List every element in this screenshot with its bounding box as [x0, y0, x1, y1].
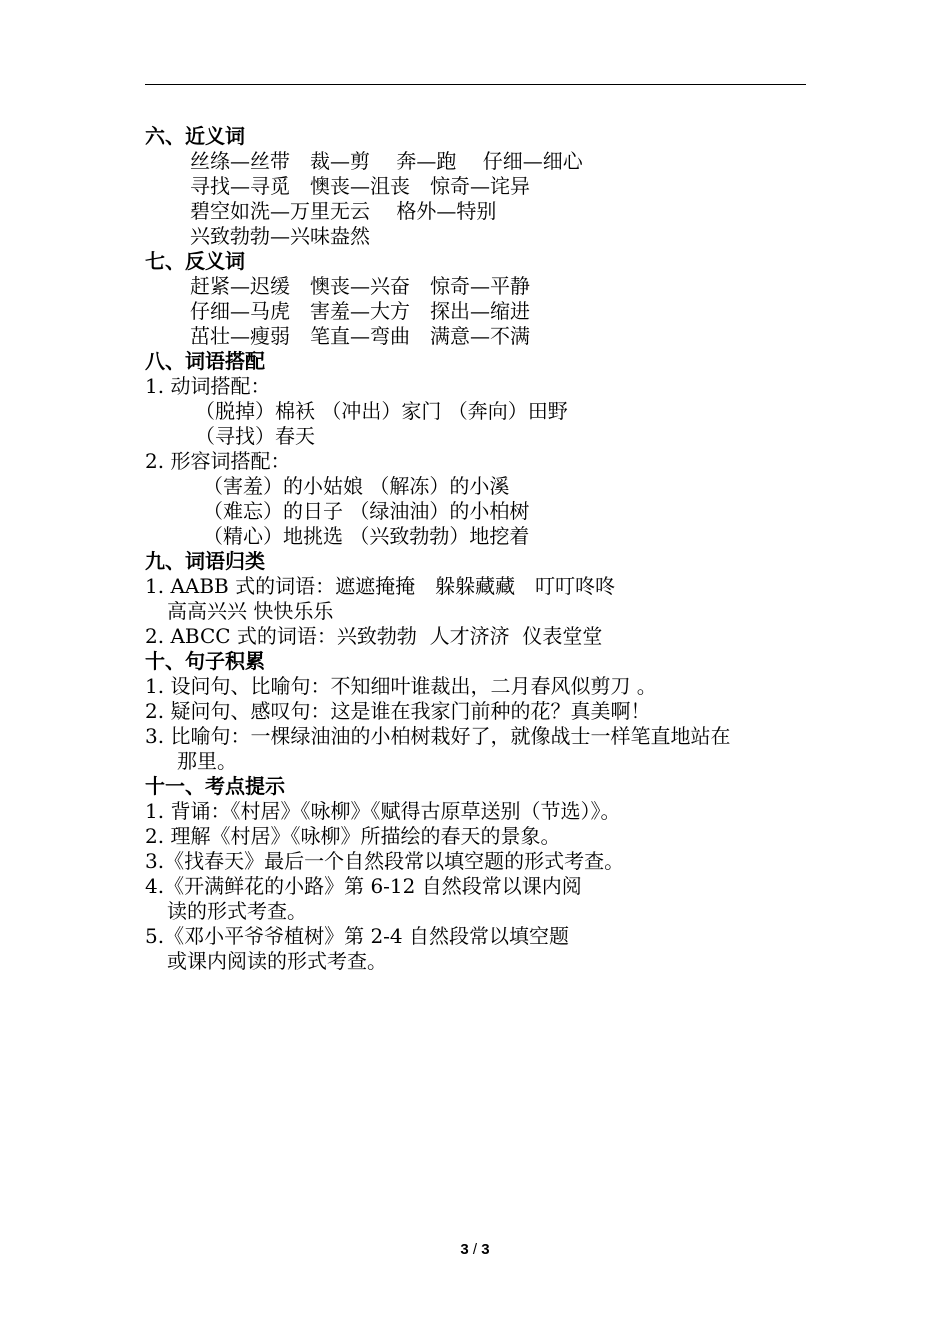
collocation-line: （脱掉）棉袄 （冲出）家门 （奔向）田野 — [195, 399, 568, 423]
antonym-line: 茁壮—瘦弱 笔直—弯曲 满意—不满 — [190, 324, 530, 348]
exam-tip-item-cont: 或课内阅读的形式考查。 — [167, 949, 387, 973]
sentence-item: 3. 比喻句：一棵绿油油的小柏树栽好了，就像战士一样笔直地站在 — [145, 724, 731, 748]
section-heading-word-classification: 九、词语归类 — [145, 549, 265, 573]
page-separator: / — [468, 1241, 482, 1258]
classification-item-abcc: 2. ABCC 式的词语：兴致勃勃 人才济济 仪表堂堂 — [145, 624, 603, 648]
exam-tip-item: 4.《开满鲜花的小路》第 6-12 自然段常以课内阅 — [145, 874, 582, 898]
collocation-item-verbs: 1. 动词搭配： — [145, 374, 271, 398]
collocation-line: （难忘）的日子 （绿油油）的小柏树 — [203, 499, 530, 523]
sentence-item: 2. 疑问句、感叹句：这是谁在我家门前种的花？真美啊！ — [145, 699, 651, 723]
exam-tip-item: 1. 背诵：《村居》《咏柳》《赋得古原草送别（节选）》。 — [145, 799, 621, 823]
collocation-item-adjectives: 2. 形容词搭配： — [145, 449, 291, 473]
section-heading-antonyms: 七、反义词 — [145, 249, 245, 273]
classification-item-aabb: 1. AABB 式的词语：遮遮掩掩 躲躲藏藏 叮叮咚咚 — [145, 574, 616, 598]
collocation-line: （寻找）春天 — [195, 424, 315, 448]
sentence-item-cont: 那里。 — [177, 749, 237, 773]
synonym-line: 兴致勃勃—兴味盎然 — [190, 224, 370, 248]
page-number — [0, 1241, 950, 1258]
section-heading-synonyms: 六、近义词 — [145, 124, 245, 148]
collocation-line: （害羞）的小姑娘 （解冻）的小溪 — [203, 474, 510, 498]
exam-tip-item: 2. 理解《村居》《咏柳》所描绘的春天的景象。 — [145, 824, 561, 848]
document-body — [145, 124, 815, 974]
classification-item-aabb-cont: 高高兴兴 快快乐乐 — [167, 599, 334, 623]
synonym-line: 寻找—寻觅 懊丧—沮丧 惊奇—诧异 — [190, 174, 530, 198]
section-heading-sentences: 十、句子积累 — [145, 649, 265, 673]
sentence-item: 1. 设问句、比喻句：不知细叶谁裁出，二月春风似剪刀 。 — [145, 674, 657, 698]
total-pages: 3 — [481, 1241, 490, 1258]
header-rule — [145, 84, 806, 85]
synonym-line: 丝绦—丝带 裁—剪 奔—跑 仔细—细心 — [190, 149, 583, 173]
exam-tip-item: 3.《找春天》最后一个自然段常以填空题的形式考查。 — [145, 849, 625, 873]
exam-tip-item: 5.《邓小平爷爷植树》第 2-4 自然段常以填空题 — [145, 924, 570, 948]
current-page: 3 — [460, 1241, 469, 1258]
section-heading-collocation: 八、词语搭配 — [145, 349, 265, 373]
section-heading-exam-tips: 十一、考点提示 — [145, 774, 285, 798]
antonym-line: 仔细—马虎 害羞—大方 探出—缩进 — [190, 299, 530, 323]
antonym-line: 赶紧—迟缓 懊丧—兴奋 惊奇—平静 — [190, 274, 530, 298]
exam-tip-item-cont: 读的形式考查。 — [167, 899, 307, 923]
collocation-line: （精心）地挑选 （兴致勃勃）地挖着 — [203, 524, 530, 548]
synonym-line: 碧空如洗—万里无云 格外—特别 — [190, 199, 497, 223]
